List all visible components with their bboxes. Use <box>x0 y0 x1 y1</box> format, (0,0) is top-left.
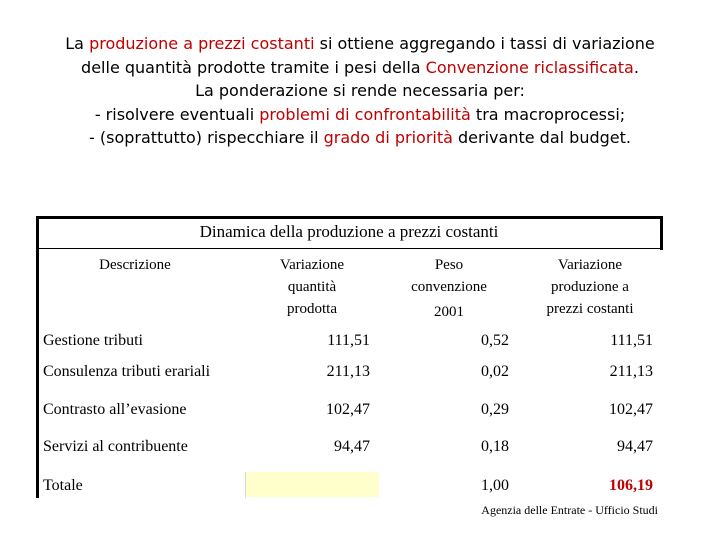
row-peso: 0,18 <box>481 438 509 455</box>
row-var-p: 111,51 <box>610 332 653 349</box>
footer-source: Agenzia delle Entrate - Ufficio Studi <box>481 503 658 517</box>
row-desc: Contrasto all’evasione <box>43 401 187 418</box>
header-line: Variazione <box>279 257 345 273</box>
header-line: 2001 <box>434 304 464 320</box>
text: delle quantità prodotte tramite i pesi della <box>81 57 426 77</box>
header-line: Peso <box>434 257 464 273</box>
text: - (soprattutto) rispecchiare il <box>89 128 324 147</box>
highlight-text: problemi di confrontabilità <box>259 104 471 124</box>
total-desc: Totale <box>43 477 83 494</box>
row-peso: 0,52 <box>481 332 509 349</box>
header-line: produzione a <box>551 279 629 295</box>
intro-text <box>0 32 720 150</box>
intro-line-4 <box>0 103 720 127</box>
row-var-q: 211,13 <box>326 363 370 380</box>
header-variazione-quantita <box>250 254 374 320</box>
header-line: prezzi costanti <box>546 301 634 317</box>
row-var-q: 111,51 <box>327 332 370 349</box>
header-line: quantità <box>287 279 337 295</box>
table-title: Dinamica della produzione a prezzi costanti <box>199 222 499 241</box>
highlight-cell <box>246 472 379 497</box>
text: - risolvere eventuali <box>94 104 260 124</box>
row-var-q: 102,47 <box>326 401 370 418</box>
highlight-text: produzione a prezzi costanti <box>89 34 315 53</box>
text: derivante dal budget. <box>452 128 631 147</box>
row-var-p: 211,13 <box>609 363 653 380</box>
total-var-p: 106,19 <box>609 477 653 494</box>
header-variazione-produzione <box>522 254 658 320</box>
row-desc: Servizi al contribuente <box>43 438 188 455</box>
highlight-text: grado di priorità <box>323 128 453 147</box>
text: . <box>633 57 639 77</box>
intro-line-1 <box>0 32 720 56</box>
total-peso: 1,00 <box>481 477 509 494</box>
text: La <box>65 34 90 53</box>
header-descrizione: Descrizione <box>99 257 171 273</box>
intro-line-3: La ponderazione si rende necessaria per: <box>195 81 525 100</box>
intro-line-5 <box>0 126 720 150</box>
intro-line-2 <box>0 56 720 80</box>
row-desc: Gestione tributi <box>43 332 143 349</box>
header-line: prodotta <box>287 301 337 317</box>
text: si ottiene aggregando i tassi di variazione <box>314 34 655 53</box>
row-desc: Consulenza tributi erariali <box>43 363 211 380</box>
row-peso: 0,02 <box>481 363 509 380</box>
highlight-text: Convenzione riclassificata <box>425 57 634 77</box>
text: tra macroprocessi; <box>470 104 626 124</box>
header-peso <box>386 254 512 323</box>
row-var-p: 94,47 <box>617 438 653 455</box>
title-divider <box>39 248 662 249</box>
row-var-p: 102,47 <box>609 401 653 418</box>
header-line: Variazione <box>557 257 623 273</box>
row-var-q: 94,47 <box>334 438 370 455</box>
header-line: convenzione <box>411 279 487 295</box>
row-peso: 0,29 <box>481 401 509 418</box>
